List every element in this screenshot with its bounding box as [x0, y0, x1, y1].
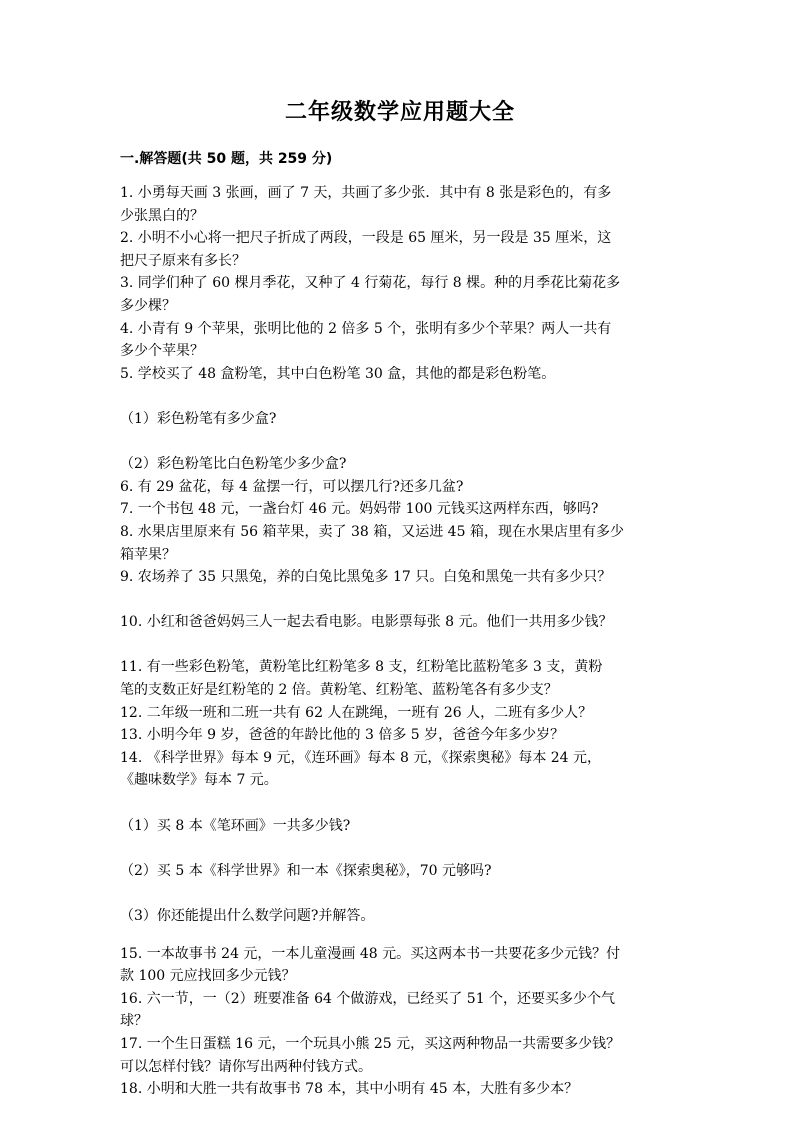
sub-question: （1）彩色粉笔有多少盒? [120, 410, 277, 427]
question-text-line: 11. 有一些彩色粉笔，黄粉笔比红粉笔多 8 支，红粉笔比蓝粉笔多 3 支，黄粉 [120, 659, 603, 676]
question-10 [120, 611, 680, 634]
spacer [120, 385, 680, 408]
spacer [120, 589, 680, 612]
question-3 [120, 272, 680, 317]
question-text-line: 《趣味数学》每本 7 元。 [120, 772, 278, 789]
sub-question: （3）你还能提出什么数学问题?并解答。 [120, 908, 375, 924]
question-16 [120, 988, 680, 1033]
spacer [120, 837, 680, 860]
question-text-line: 多少棵？ [120, 297, 176, 314]
question-text-line: 少张黑白的？ [120, 207, 204, 224]
question-7 [120, 498, 680, 521]
question-text-line: 可以怎样付钱？请你写出两种付钱方式。 [120, 1058, 372, 1075]
spacer [120, 634, 680, 657]
question-text-line: 10. 小红和爸爸妈妈三人一起去看电影。电影票每张 8 元。他们一共用多少钱？ [120, 614, 613, 631]
question-text-line: 12. 二年级一班和二班一共有 62 人在跳绳，一班有 26 人，二班有多少人？ [120, 704, 593, 721]
page-title: 二年级数学应用题大全 [284, 100, 515, 125]
spacer [120, 928, 680, 943]
question-text-line: 7. 一个书包 48 元，一盏台灯 46 元。妈妈带 100 元钱买这两样东西，够吗? [120, 501, 599, 518]
question-1 [120, 182, 680, 227]
question-8 [120, 521, 680, 566]
question-text-line: 9. 农场养了 35 只黑兔，养的白兔比黑兔多 17 只。白兔和黑兔一共有多少只？ [120, 569, 612, 586]
question-14 [120, 747, 680, 928]
question-2 [120, 227, 680, 272]
question-list [120, 182, 680, 1101]
question-text-line: 把尺子原来有多长？ [120, 252, 246, 269]
section-heading: 一.解答题(共 50 题，共 259 分) [120, 151, 333, 167]
sub-question: （2）买 5 本《科学世界》和一本《探索奥秘》，70 元够吗? [120, 862, 492, 879]
question-text-line: 3. 同学们种了 60 棵月季花，又种了 4 行菊花，每行 8 棵。种的月季花比菊花多 [120, 275, 621, 292]
question-17 [120, 1033, 680, 1078]
question-text-line: 8. 水果店里原来有 56 箱苹果，卖了 38 箱，又运进 45 箱，现在水果店里有多少 [120, 523, 624, 540]
question-6 [120, 476, 680, 499]
question-13 [120, 724, 680, 747]
spacer [120, 431, 680, 454]
question-text-line: 5. 学校买了 48 盒粉笔，其中白色粉笔 30 盒，其他的都是彩色粉笔。 [120, 365, 556, 382]
question-text-line: 笔的支数正好是红粉笔的 2 倍。黄粉笔、红粉笔、蓝粉笔各有多少支？ [120, 682, 558, 699]
question-15 [120, 943, 680, 988]
sub-question: （1）买 8 本《笔环画》一共多少钱? [120, 817, 351, 834]
question-text-line: 14. 《科学世界》每本 9 元，《连环画》每本 8 元，《探索奥秘》每本 24 元， [120, 749, 602, 766]
spacer [120, 792, 680, 815]
question-text-line: 箱苹果？ [120, 546, 176, 563]
question-text-line: 15. 一本故事书 24 元，一本儿童漫画 48 元。买这两本书一共要花多少元钱？付 [120, 945, 621, 962]
question-18 [120, 1078, 680, 1101]
question-4 [120, 318, 680, 363]
sub-question: （2）彩色粉笔比白色粉笔少多少盒? [120, 456, 347, 473]
question-text-line: 16. 六一节，一（2）班要准备 64 个做游戏，已经买了 51 个，还要买多少个气 [120, 990, 616, 1007]
question-text-line: 款 100 元应找回多少元钱？ [120, 968, 296, 985]
question-text-line: 17. 一个生日蛋糕 16 元，一个玩具小熊 25 元，买这两种物品一共需要多少钱？ [120, 1035, 621, 1052]
question-text-line: 18. 小明和大胜一共有故事书 78 本，其中小明有 45 本，大胜有多少本？ [120, 1081, 579, 1098]
question-9 [120, 566, 680, 589]
question-12 [120, 702, 680, 725]
question-text-line: 4. 小青有 9 个苹果，张明比他的 2 倍多 5 个，张明有多少个苹果？两人一共有 [120, 320, 612, 337]
question-text-line: 1. 小勇每天画 3 张画，画了 7 天，共画了多少张．其中有 8 张是彩色的，有多 [120, 185, 612, 201]
spacer [120, 882, 680, 905]
question-text-line: 球？ [120, 1013, 148, 1030]
question-text-line: 2. 小明不小心将一把尺子折成了两段，一段是 65 厘米，另一段是 35 厘米，这 [120, 230, 612, 247]
question-5 [120, 363, 680, 476]
question-11 [120, 656, 680, 701]
question-text-line: 多少个苹果？ [120, 343, 204, 360]
question-text-line: 6. 有 29 盆花，每 4 盆摆一行，可以摆几行?还多几盆? [120, 478, 464, 495]
question-text-line: 13. 小明今年 9 岁，爸爸的年龄比他的 3 倍多 5 岁，爸爸今年多少岁？ [120, 727, 565, 744]
